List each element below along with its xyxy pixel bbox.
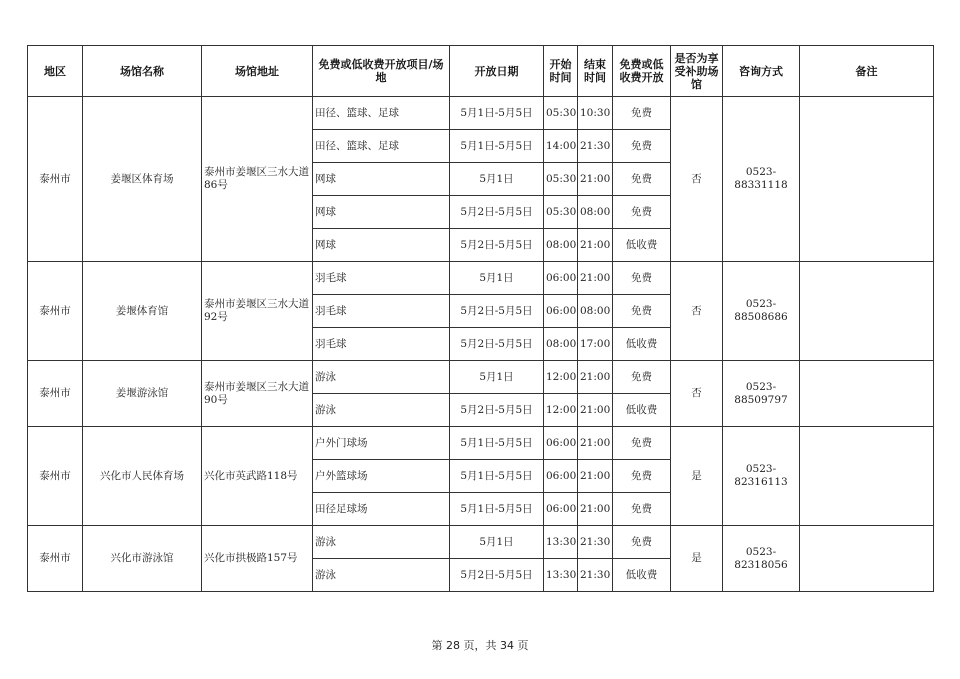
open-item-cell: 羽毛球 bbox=[313, 262, 450, 295]
open-item-cell: 游泳 bbox=[313, 526, 450, 559]
fee-type-cell: 免费 bbox=[613, 427, 671, 460]
start-time-cell: 06:00 bbox=[544, 427, 578, 460]
open-item-cell: 网球 bbox=[313, 229, 450, 262]
start-time-cell: 05:30 bbox=[544, 163, 578, 196]
header-contact: 咨询方式 bbox=[723, 46, 800, 97]
fee-type-cell: 免费 bbox=[613, 163, 671, 196]
fee-type-cell: 免费 bbox=[613, 97, 671, 130]
venue-name-cell: 兴化市游泳馆 bbox=[83, 526, 202, 592]
open-date-cell: 5月1日 bbox=[450, 262, 544, 295]
remark-cell bbox=[800, 526, 934, 592]
end-time-cell: 08:00 bbox=[578, 196, 613, 229]
start-time-cell: 12:00 bbox=[544, 394, 578, 427]
start-time-cell: 06:00 bbox=[544, 460, 578, 493]
open-item-cell: 游泳 bbox=[313, 361, 450, 394]
region-cell: 泰州市 bbox=[28, 262, 83, 361]
venue-address-cell: 泰州市姜堰区三水大道92号 bbox=[202, 262, 313, 361]
end-time-cell: 21:00 bbox=[578, 460, 613, 493]
contact-cell: 0523-82316113 bbox=[723, 427, 800, 526]
region-cell: 泰州市 bbox=[28, 526, 83, 592]
open-date-cell: 5月1日 bbox=[450, 361, 544, 394]
end-time-cell: 21:00 bbox=[578, 493, 613, 526]
venue-name-cell: 兴化市人民体育场 bbox=[83, 427, 202, 526]
header-region: 地区 bbox=[28, 46, 83, 97]
header-row bbox=[28, 46, 934, 97]
open-date-cell: 5月2日-5月5日 bbox=[450, 328, 544, 361]
header-open-items: 免费或低收费开放项目/场地 bbox=[313, 46, 450, 97]
open-date-cell: 5月2日-5月5日 bbox=[450, 229, 544, 262]
open-item-cell: 户外篮球场 bbox=[313, 460, 450, 493]
header-end-time: 结束时间 bbox=[578, 46, 613, 97]
table-row bbox=[28, 361, 934, 394]
end-time-cell: 21:00 bbox=[578, 163, 613, 196]
fee-type-cell: 免费 bbox=[613, 526, 671, 559]
venue-name-cell: 姜堰游泳馆 bbox=[83, 361, 202, 427]
page-number-footer: 第 28 页，共 34 页 bbox=[431, 639, 529, 652]
fee-type-cell: 低收费 bbox=[613, 394, 671, 427]
header-open-date: 开放日期 bbox=[450, 46, 544, 97]
venue-name-cell: 姜堰区体育场 bbox=[83, 97, 202, 262]
open-date-cell: 5月1日-5月5日 bbox=[450, 97, 544, 130]
fee-type-cell: 免费 bbox=[613, 295, 671, 328]
fee-type-cell: 免费 bbox=[613, 196, 671, 229]
open-item-cell: 网球 bbox=[313, 163, 450, 196]
open-date-cell: 5月1日-5月5日 bbox=[450, 427, 544, 460]
remark-cell bbox=[800, 427, 934, 526]
venue-address-cell: 兴化市拱极路157号 bbox=[202, 526, 313, 592]
region-cell: 泰州市 bbox=[28, 97, 83, 262]
fee-type-cell: 低收费 bbox=[613, 559, 671, 592]
start-time-cell: 05:30 bbox=[544, 97, 578, 130]
open-date-cell: 5月2日-5月5日 bbox=[450, 295, 544, 328]
subsidized-cell: 否 bbox=[671, 361, 723, 427]
start-time-cell: 12:00 bbox=[544, 361, 578, 394]
contact-cell: 0523-88508686 bbox=[723, 262, 800, 361]
end-time-cell: 21:00 bbox=[578, 427, 613, 460]
end-time-cell: 17:00 bbox=[578, 328, 613, 361]
venue-name-cell: 姜堰体育馆 bbox=[83, 262, 202, 361]
open-date-cell: 5月1日-5月5日 bbox=[450, 460, 544, 493]
start-time-cell: 08:00 bbox=[544, 328, 578, 361]
remark-cell bbox=[800, 361, 934, 427]
venue-address-cell: 泰州市姜堰区三水大道90号 bbox=[202, 361, 313, 427]
contact-cell: 0523-88331118 bbox=[723, 97, 800, 262]
open-item-cell: 羽毛球 bbox=[313, 295, 450, 328]
table-row bbox=[28, 262, 934, 295]
end-time-cell: 21:00 bbox=[578, 229, 613, 262]
open-item-cell: 户外门球场 bbox=[313, 427, 450, 460]
open-date-cell: 5月2日-5月5日 bbox=[450, 394, 544, 427]
header-remark: 备注 bbox=[800, 46, 934, 97]
table-row bbox=[28, 526, 934, 559]
contact-cell: 0523-88509797 bbox=[723, 361, 800, 427]
header-venue-address: 场馆地址 bbox=[202, 46, 313, 97]
fee-type-cell: 低收费 bbox=[613, 229, 671, 262]
header-start-time: 开始时间 bbox=[544, 46, 578, 97]
header-fee-type: 免费或低收费开放 bbox=[613, 46, 671, 97]
fee-type-cell: 免费 bbox=[613, 361, 671, 394]
subsidized-cell: 否 bbox=[671, 262, 723, 361]
header-venue-name: 场馆名称 bbox=[83, 46, 202, 97]
open-item-cell: 游泳 bbox=[313, 559, 450, 592]
start-time-cell: 06:00 bbox=[544, 262, 578, 295]
region-cell: 泰州市 bbox=[28, 427, 83, 526]
open-item-cell: 田径、篮球、足球 bbox=[313, 130, 450, 163]
open-date-cell: 5月1日 bbox=[450, 163, 544, 196]
end-time-cell: 21:00 bbox=[578, 361, 613, 394]
open-item-cell: 田径、篮球、足球 bbox=[313, 97, 450, 130]
open-date-cell: 5月2日-5月5日 bbox=[450, 196, 544, 229]
end-time-cell: 21:30 bbox=[578, 130, 613, 163]
fee-type-cell: 低收费 bbox=[613, 328, 671, 361]
open-date-cell: 5月2日-5月5日 bbox=[450, 559, 544, 592]
table-row bbox=[28, 427, 934, 460]
end-time-cell: 10:30 bbox=[578, 97, 613, 130]
start-time-cell: 06:00 bbox=[544, 295, 578, 328]
start-time-cell: 08:00 bbox=[544, 229, 578, 262]
subsidized-cell: 否 bbox=[671, 97, 723, 262]
open-date-cell: 5月1日 bbox=[450, 526, 544, 559]
remark-cell bbox=[800, 262, 934, 361]
start-time-cell: 13:30 bbox=[544, 526, 578, 559]
subsidized-cell: 是 bbox=[671, 526, 723, 592]
fee-type-cell: 免费 bbox=[613, 262, 671, 295]
start-time-cell: 13:30 bbox=[544, 559, 578, 592]
open-date-cell: 5月1日-5月5日 bbox=[450, 130, 544, 163]
fee-type-cell: 免费 bbox=[613, 460, 671, 493]
remark-cell bbox=[800, 97, 934, 262]
table-row bbox=[28, 97, 934, 130]
venue-address-cell: 泰州市姜堰区三水大道86号 bbox=[202, 97, 313, 262]
fee-type-cell: 免费 bbox=[613, 130, 671, 163]
subsidized-cell: 是 bbox=[671, 427, 723, 526]
open-date-cell: 5月1日-5月5日 bbox=[450, 493, 544, 526]
fee-type-cell: 免费 bbox=[613, 493, 671, 526]
open-item-cell: 游泳 bbox=[313, 394, 450, 427]
region-cell: 泰州市 bbox=[28, 361, 83, 427]
end-time-cell: 21:30 bbox=[578, 526, 613, 559]
table-header bbox=[28, 46, 934, 97]
venue-address-cell: 兴化市英武路118号 bbox=[202, 427, 313, 526]
table-body bbox=[28, 97, 934, 592]
start-time-cell: 05:30 bbox=[544, 196, 578, 229]
open-item-cell: 羽毛球 bbox=[313, 328, 450, 361]
end-time-cell: 08:00 bbox=[578, 295, 613, 328]
end-time-cell: 21:30 bbox=[578, 559, 613, 592]
start-time-cell: 06:00 bbox=[544, 493, 578, 526]
venue-schedule-table bbox=[27, 45, 934, 592]
open-item-cell: 田径足球场 bbox=[313, 493, 450, 526]
end-time-cell: 21:00 bbox=[578, 262, 613, 295]
header-subsidized: 是否为享受补助场馆 bbox=[671, 46, 723, 97]
contact-cell: 0523-82318056 bbox=[723, 526, 800, 592]
end-time-cell: 21:00 bbox=[578, 394, 613, 427]
open-item-cell: 网球 bbox=[313, 196, 450, 229]
start-time-cell: 14:00 bbox=[544, 130, 578, 163]
